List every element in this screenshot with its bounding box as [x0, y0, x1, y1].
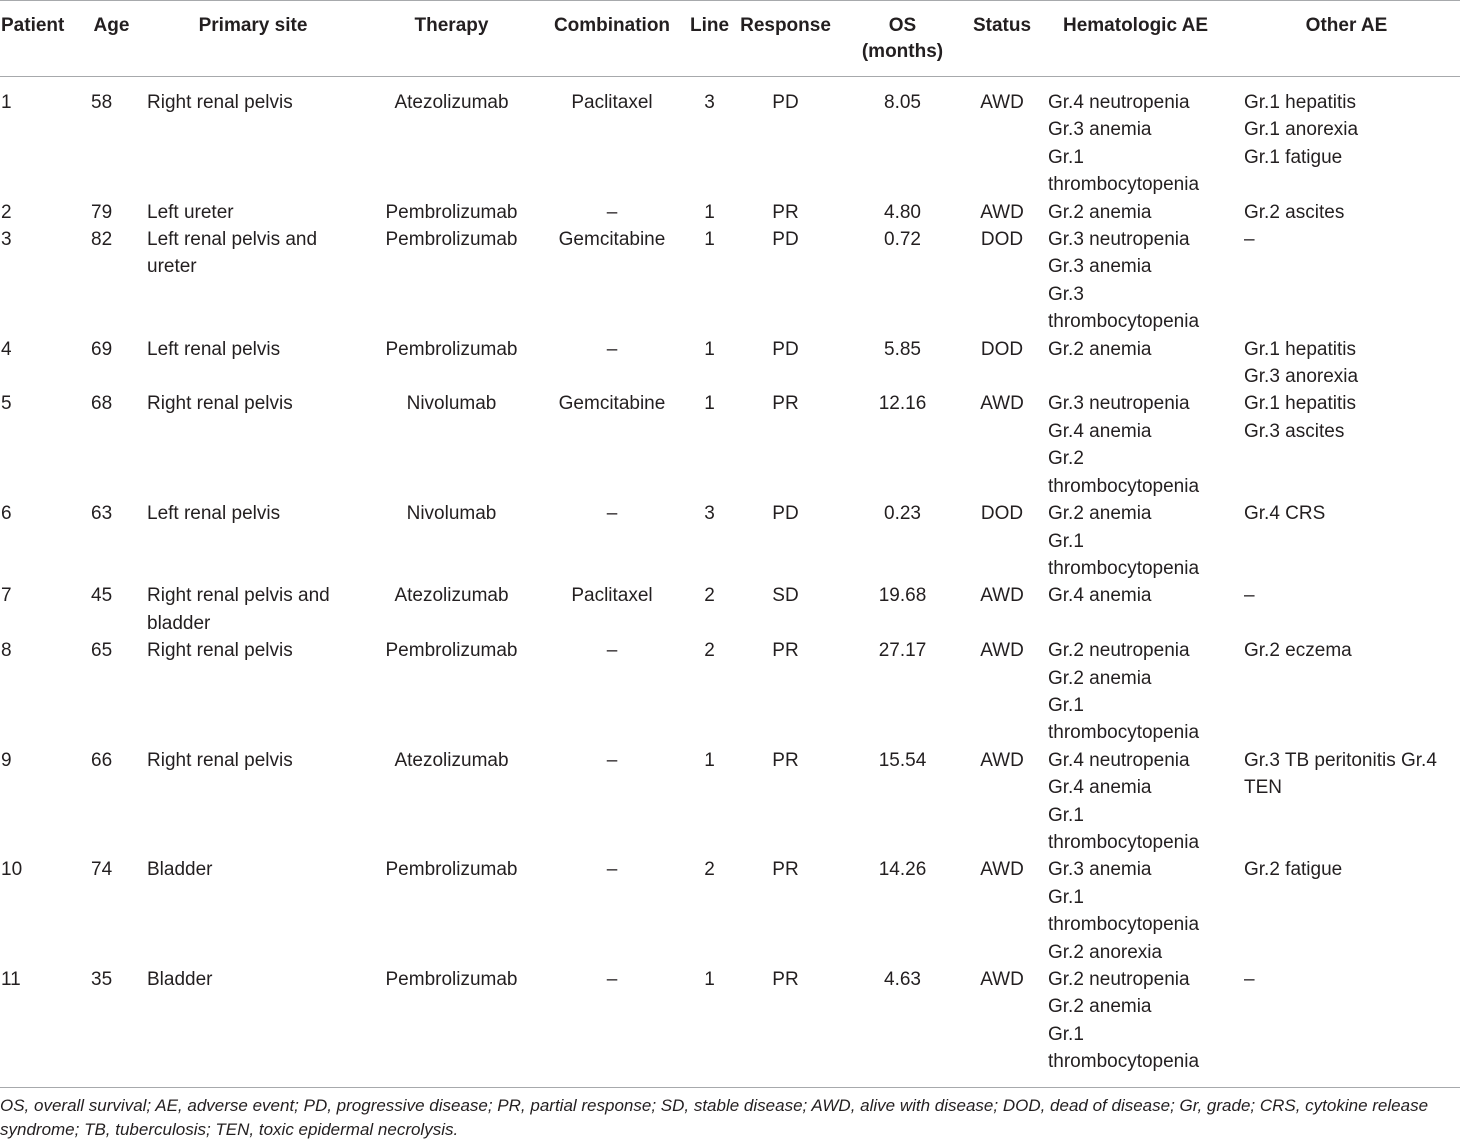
- cell-os: 15.54: [878, 749, 927, 771]
- cell-age: 58: [91, 92, 113, 113]
- cell-hematologic-ae-item: Gr.4 neutropenia: [1048, 92, 1190, 113]
- cell-hematologic-ae-item: Gr.2 anemia: [1048, 996, 1152, 1018]
- cell-hematologic-ae-item: Gr.3 anemia: [1048, 119, 1152, 141]
- header-patient: Patient: [0, 1, 83, 77]
- cell-hematologic-ae-item: Gr.2 anemia: [1048, 503, 1152, 525]
- cell-other-ae-item: Gr.2 ascites: [1244, 201, 1345, 223]
- cell-other-ae-item: Gr.2 eczema: [1244, 640, 1352, 662]
- cell-response: PD: [772, 503, 799, 525]
- cell-primary-site: Right renal pelvis: [147, 393, 293, 415]
- cell-other-ae-item: Gr.3 anorexia: [1244, 366, 1359, 388]
- header-line: Line: [687, 1, 732, 77]
- cell-hematologic-ae: [1038, 637, 1233, 747]
- cell-age: 66: [91, 749, 113, 771]
- cell-combination: Paclitaxel: [571, 585, 653, 607]
- cell-response: PR: [772, 393, 799, 415]
- cell-os: 12.16: [878, 393, 927, 415]
- cell-hematologic-ae: [1038, 199, 1233, 226]
- header-other-ae: Other AE: [1233, 1, 1460, 77]
- cell-other-ae: [1233, 500, 1460, 582]
- header-therapy: Therapy: [366, 1, 537, 77]
- cell-therapy: Atezolizumab: [394, 749, 509, 771]
- cell-therapy: Atezolizumab: [394, 585, 509, 607]
- cell-line: 1: [704, 338, 715, 360]
- cell-other-ae-item: Gr.1 anorexia: [1244, 119, 1359, 141]
- table-row: [0, 199, 1460, 226]
- cell-combination: –: [606, 749, 618, 771]
- cell-primary-site: Left ureter: [147, 201, 234, 223]
- header-os: [839, 1, 966, 77]
- cell-primary-site: Left renal pelvis: [147, 503, 281, 525]
- cell-hematologic-ae-item: Gr.3 neutropenia: [1048, 393, 1190, 415]
- cell-patient: 1: [1, 92, 12, 113]
- cell-hematologic-ae-item: Gr.1 thrombocytopenia: [1048, 694, 1200, 744]
- cell-other-ae: [1233, 199, 1460, 226]
- cell-hematologic-ae-item: Gr.1 thrombocytopenia: [1048, 804, 1200, 853]
- cell-hematologic-ae-item: Gr.3 anemia: [1048, 859, 1152, 881]
- cell-hematologic-ae-item: Gr.4 anemia: [1048, 420, 1152, 442]
- cell-therapy: Nivolumab: [406, 393, 497, 415]
- cell-status: AWD: [966, 966, 1038, 1087]
- cell-primary-site: Bladder: [140, 966, 366, 1087]
- cell-os: 4.80: [884, 201, 921, 223]
- header-hematologic-ae: Hematologic AE: [1038, 1, 1233, 77]
- cell-combination: –: [606, 640, 618, 662]
- cell-line: 3: [704, 92, 715, 113]
- header-age: Age: [83, 1, 140, 77]
- cell-os: 19.68: [878, 585, 927, 607]
- cell-response: PD: [772, 229, 799, 251]
- cell-hematologic-ae-item: Gr.1 thrombocytopenia: [1048, 1023, 1200, 1073]
- cell-response: PR: [732, 966, 839, 1087]
- cell-patient: 7: [1, 585, 12, 607]
- cell-other-ae: [1233, 637, 1460, 747]
- cell-patient: 2: [1, 201, 12, 223]
- cell-other-ae-item: –: [1244, 969, 1255, 990]
- cell-combination: –: [606, 201, 618, 223]
- cell-age: 79: [91, 201, 113, 223]
- table-row: [0, 966, 1460, 1087]
- cell-other-ae: [1233, 747, 1460, 857]
- cell-response: SD: [772, 585, 799, 607]
- cell-combination: –: [606, 859, 618, 881]
- table-row: [0, 226, 1460, 336]
- cell-os: 8.05: [884, 92, 921, 113]
- cell-status: AWD: [980, 749, 1024, 771]
- cell-patient: 5: [1, 393, 12, 415]
- cell-hematologic-ae: [1038, 226, 1233, 336]
- cell-primary-site: Right renal pelvis: [147, 92, 293, 113]
- cell-other-ae-item: Gr.1 hepatitis: [1244, 393, 1356, 415]
- cell-line: 3: [704, 503, 715, 525]
- cell-primary-site: Left renal pelvis: [147, 338, 281, 360]
- cell-hematologic-ae-item: Gr.4 anemia: [1048, 585, 1152, 607]
- cell-hematologic-ae-item: Gr.2 thrombocytopenia: [1048, 448, 1200, 497]
- cell-other-ae: [1233, 226, 1460, 336]
- cell-hematologic-ae: [1038, 77, 1233, 199]
- cell-age: 68: [91, 393, 113, 415]
- header-status: Status: [966, 1, 1038, 77]
- cell-hematologic-ae: [1038, 390, 1233, 500]
- cell-line: 1: [704, 229, 715, 251]
- cell-os: 27.17: [878, 640, 927, 662]
- cell-hematologic-ae: [1038, 856, 1233, 966]
- table-row: [0, 582, 1460, 637]
- cell-other-ae: [1233, 390, 1460, 500]
- cell-age: 45: [91, 585, 113, 607]
- cell-response: PD: [772, 338, 799, 360]
- cell-other-ae-item: Gr.3 ascites: [1244, 420, 1345, 442]
- table-body: [0, 77, 1460, 1088]
- cell-os: 5.85: [884, 338, 921, 360]
- cell-hematologic-ae-item: Gr.3 anemia: [1048, 256, 1152, 278]
- cell-os: 0.72: [884, 229, 921, 251]
- cell-therapy: Atezolizumab: [394, 92, 509, 113]
- cell-therapy: Pembrolizumab: [385, 338, 518, 360]
- cell-hematologic-ae-item: Gr.2 anorexia: [1048, 941, 1163, 963]
- cell-hematologic-ae-item: Gr.1 thrombocytopenia: [1048, 530, 1200, 579]
- cell-patient: 3: [1, 229, 12, 251]
- cell-patient: 9: [1, 749, 12, 771]
- cell-combination: Gemcitabine: [558, 229, 666, 251]
- cell-age: 35: [83, 966, 140, 1087]
- cell-hematologic-ae: [1038, 500, 1233, 582]
- cell-line: 2: [704, 640, 715, 662]
- table-row: [0, 336, 1460, 391]
- cell-response: PD: [772, 92, 799, 113]
- cell-status: DOD: [980, 503, 1024, 525]
- cell-patient: 6: [1, 503, 12, 525]
- cell-combination: Paclitaxel: [571, 92, 653, 113]
- cell-hematologic-ae-item: Gr.3 thrombocytopenia: [1048, 283, 1200, 333]
- cell-age: 69: [91, 338, 113, 360]
- cell-hematologic-ae-item: Gr.2 neutropenia: [1048, 969, 1190, 990]
- header-row: [0, 1, 1460, 77]
- table-row: [0, 77, 1460, 199]
- header-os-line1: OS: [888, 15, 917, 36]
- cell-hematologic-ae-item: Gr.4 neutropenia: [1048, 749, 1190, 771]
- cell-line: 1: [704, 393, 715, 415]
- table-row: [0, 856, 1460, 966]
- cell-response: PR: [772, 640, 799, 662]
- cell-hematologic-ae-item: Gr.1 thrombocytopenia: [1048, 886, 1200, 936]
- cell-os: 0.23: [884, 503, 921, 525]
- cell-other-ae-item: Gr.1 hepatitis: [1244, 338, 1356, 360]
- cell-primary-site: Right renal pelvis: [147, 749, 293, 771]
- cell-primary-site: Bladder: [147, 859, 213, 881]
- cell-combination: –: [537, 966, 687, 1087]
- cell-line: 1: [704, 749, 715, 771]
- cell-other-ae-item: Gr.4 CRS: [1244, 503, 1326, 525]
- cell-patient: 10: [1, 859, 23, 881]
- cell-other-ae-item: Gr.2 fatigue: [1244, 859, 1343, 881]
- cell-other-ae: [1233, 856, 1460, 966]
- cell-hematologic-ae-item: Gr.2 anemia: [1048, 338, 1152, 360]
- cell-therapy: Pembrolizumab: [385, 859, 518, 881]
- table-row: [0, 747, 1460, 857]
- cell-hematologic-ae: [1038, 747, 1233, 857]
- table-row: [0, 500, 1460, 582]
- header-combination: Combination: [537, 1, 687, 77]
- cell-response: PR: [772, 201, 799, 223]
- cell-line: 1: [704, 201, 715, 223]
- cell-other-ae-item: Gr.1 fatigue: [1244, 146, 1343, 168]
- cell-other-ae: [1233, 966, 1460, 1087]
- cell-combination: –: [606, 338, 618, 360]
- cell-hematologic-ae-item: Gr.2 anemia: [1048, 201, 1152, 223]
- cell-age: 74: [91, 859, 113, 881]
- cell-therapy: Pembrolizumab: [385, 201, 518, 223]
- cell-hematologic-ae: [1038, 966, 1233, 1087]
- cell-os: 4.63: [839, 966, 966, 1087]
- table-footnote: OS, overall survival; AE, adverse event; PD, progressive disease; PR, partial response; SD, stable disease; AWD, alive with disease; DOD, dead of disease; Gr, grade; CRS, cytokine release syndrome; TB, tuberculosis; TEN, toxic epidermal necrolysis.: [0, 1095, 1429, 1139]
- cell-age: 65: [91, 640, 113, 662]
- cell-hematologic-ae-item: Gr.3 neutropenia: [1048, 229, 1190, 251]
- cell-status: AWD: [980, 859, 1024, 881]
- cell-therapy: Pembrolizumab: [385, 229, 518, 251]
- cell-status: AWD: [980, 640, 1024, 662]
- cell-primary-site: Left renal pelvis and ureter: [147, 229, 318, 278]
- cell-status: AWD: [980, 393, 1024, 415]
- cell-other-ae-item: –: [1244, 585, 1255, 607]
- cell-therapy: Pembrolizumab: [366, 966, 537, 1087]
- cell-age: 63: [91, 503, 113, 525]
- cell-os: 14.26: [878, 859, 927, 881]
- cell-status: DOD: [980, 338, 1024, 360]
- cell-status: AWD: [980, 585, 1024, 607]
- cell-other-ae-item: Gr.3 TB peritonitis Gr.4 TEN: [1244, 749, 1437, 799]
- cell-therapy: Nivolumab: [406, 503, 497, 525]
- cell-response: PR: [772, 749, 799, 771]
- cell-other-ae: [1233, 336, 1460, 391]
- cell-hematologic-ae: [1038, 336, 1233, 391]
- cell-other-ae: [1233, 582, 1460, 637]
- header-response: Response: [732, 1, 839, 77]
- table-header: [0, 1, 1460, 77]
- table-row: [0, 637, 1460, 747]
- table-row: [0, 390, 1460, 500]
- cell-combination: Gemcitabine: [558, 393, 666, 415]
- cell-other-ae-item: –: [1244, 229, 1255, 251]
- cell-hematologic-ae-item: Gr.1 thrombocytopenia: [1048, 146, 1200, 196]
- cell-primary-site: Right renal pelvis and bladder: [147, 585, 330, 634]
- cell-patient: 4: [1, 338, 12, 360]
- header-primary-site: Primary site: [140, 1, 366, 77]
- cell-primary-site: Right renal pelvis: [147, 640, 293, 662]
- cell-other-ae: [1233, 77, 1460, 199]
- cell-combination: –: [606, 503, 618, 525]
- cell-status: AWD: [980, 201, 1024, 223]
- cell-line: 2: [704, 859, 715, 881]
- cell-patient: 8: [1, 640, 12, 662]
- cell-hematologic-ae-item: Gr.2 neutropenia: [1048, 640, 1190, 662]
- cell-line: 1: [687, 966, 732, 1087]
- cell-response: PR: [772, 859, 799, 881]
- cell-age: 82: [91, 229, 113, 251]
- cell-therapy: Pembrolizumab: [385, 640, 518, 662]
- cell-other-ae-item: Gr.1 hepatitis: [1244, 92, 1356, 113]
- cell-hematologic-ae-item: Gr.2 anemia: [1048, 667, 1152, 689]
- cell-patient: 11: [0, 966, 83, 1087]
- cell-hematologic-ae-item: Gr.4 anemia: [1048, 777, 1152, 799]
- cell-line: 2: [704, 585, 715, 607]
- header-os-line2: (months): [861, 41, 944, 62]
- cell-status: DOD: [980, 229, 1024, 251]
- cell-status: AWD: [980, 92, 1024, 113]
- cell-hematologic-ae: [1038, 582, 1233, 637]
